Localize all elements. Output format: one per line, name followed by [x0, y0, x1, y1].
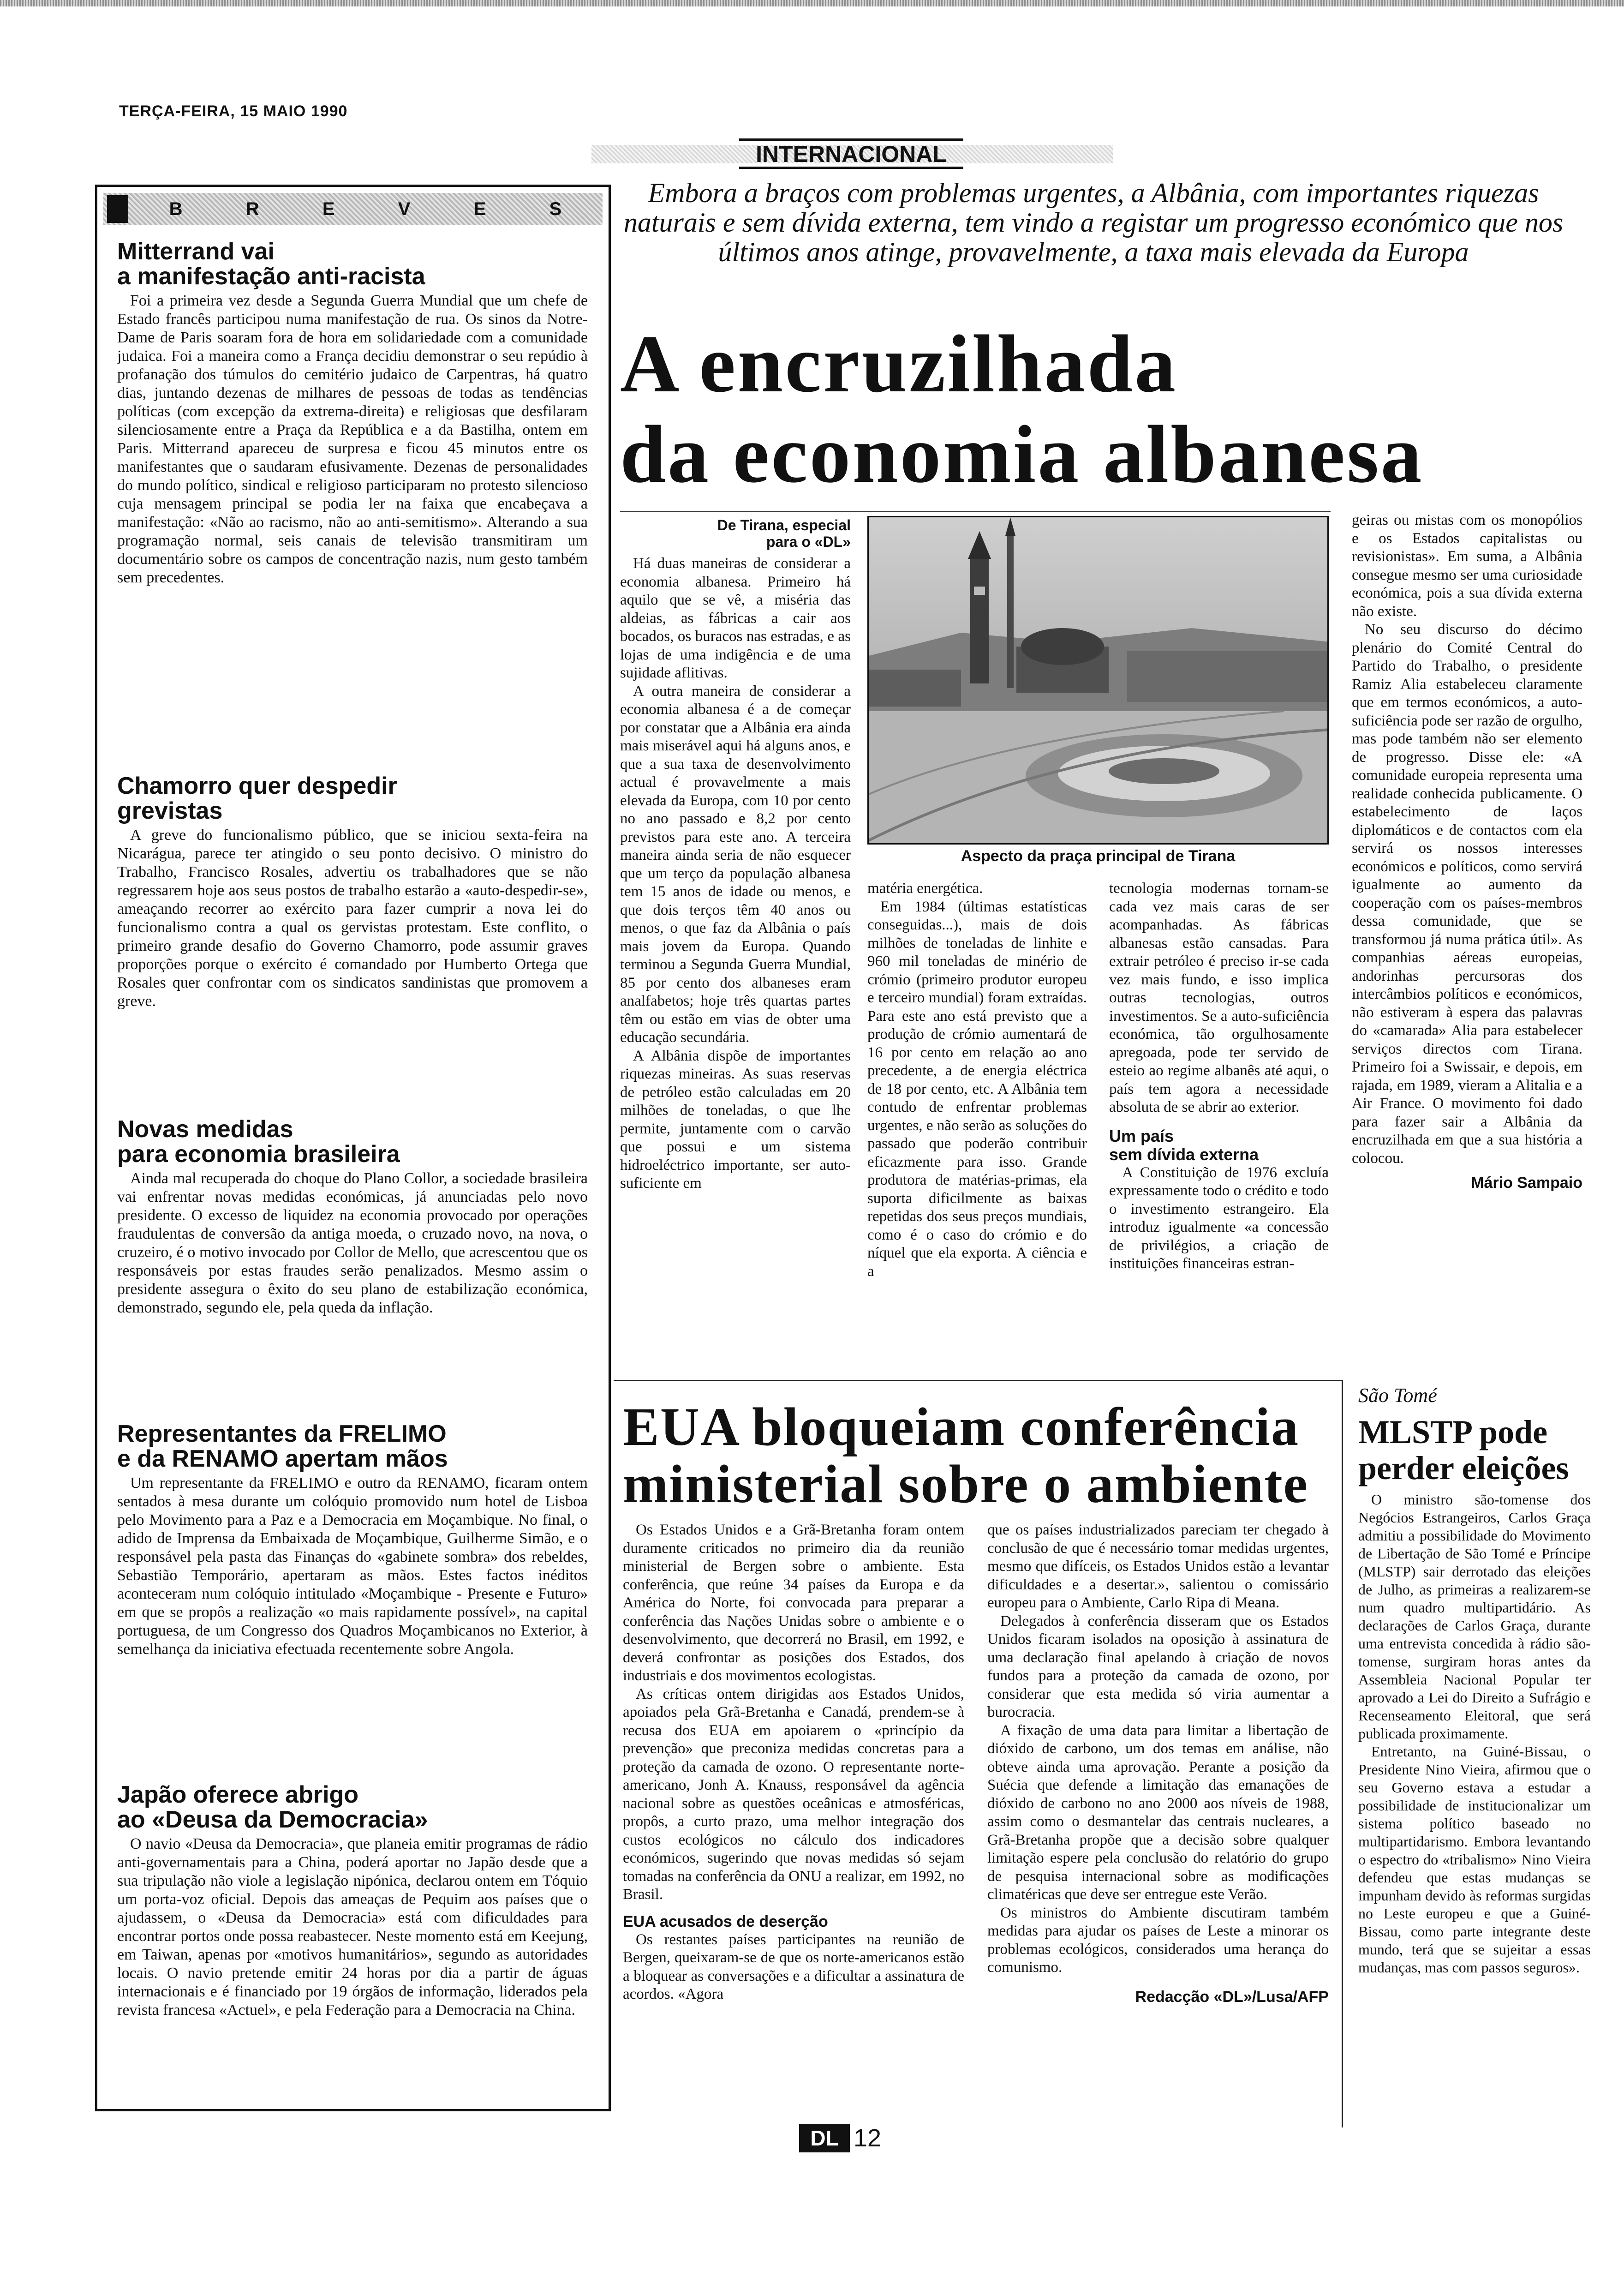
- stp-body: O ministro são-tomense dos Negócios Estrangeiros, Carlos Graça admitiu a possibilidade do Movimento de Libertação de São Tomé e Príncipe (MLSTP) sair derrotado das eleições de Julho, as primeiras a realizarem-se num quadro multipartidário. As declarações de Carlos Graça, durante uma entrevista concedida à rádio são-tomense, surgiram horas antes da Assembleia Nacional Popular ter aprovado a Lei do Direito a Sufrágio e Recenseamento Eleitoral, que será publicada proximamente. Entretanto, na Guiné-Bissau, o Presidente Nino Vieira, afirmou que o seu Governo estava a estudar a possibilidade de institucionalizar um sistema político baseado no multipartidarismo. Embora levantando o espectro do «tribalismo» Nino Vieira defendeu que estas mudanças se impunham devido às reformas surgidas no Leste europeu e que a Guiné-Bissau, como parte integrante deste mundo, terá que se sujeitar a essas mudanças, mas com passos seguros».: [1358, 1491, 1591, 1976]
- stp-headline: MLSTP pode perder eleições: [1358, 1414, 1569, 1486]
- albania-column-4: [1352, 511, 1582, 1192]
- eua-body: Os restantes países participantes na reunião de Bergen, queixaram-se de que os norte-americanos estão a bloquear as conversações e a dificultar a assinatura de acordos. «Agora: [623, 1931, 964, 2002]
- breves-letter: B: [169, 198, 183, 219]
- albania-body: geiras ou mistas com os monopólios e os Estados capitalistas ou revisionistas». Em suma, a Albânia consegue mesmo ser uma curiosidade económica, pois a sua dívida externa não existe. No seu discurso do décimo plenário do Comité Central do Partido do Trabalho, o presidente Ramiz Alia estabeleceu claramente que em termos económicos, a auto-suficiência pode ser razão de orgulho, mas pode também não ser elemento de progresso. Disse ele: «A comunidade europeia representa uma realidade conhecida publicamente. O estabelecimento de laços diplomáticos e de contactos com ela servirá os nossos interesses económicos e políticos, como servirá igualmente ao aumento da cooperação com os países-membros dessa comunidade, que se transformou já numa prática útil». As companhias aéreas europeias, andorinhas percursoras dos intercâmbios políticos e económicos, não estiveram à espera das palavras do «camarada» Alia para estabelecer serviços directos com Tirana. Primeiro foi a Swissair, e depois, em rajada, em 1989, vieram a Alitalia e a Air France. O movimento foi dado para fazer sair a Albânia da encruzilhada em que a sua história a colocou.: [1352, 512, 1582, 1167]
- breves-letter: E: [473, 198, 486, 219]
- eua-signature: Redacção «DL»/Lusa/AFP: [1135, 1988, 1329, 2006]
- breves-letter: R: [245, 198, 259, 219]
- brief-title: Novas medidas para economia brasileira: [117, 1116, 400, 1168]
- albania-lead: Embora a braços com problemas urgentes, a Albânia, com importantes riquezas naturais e sem dívida externa, tem vindo a registar um progresso económico que nos últimos anos atinge, provavelmente, a taxa mais elevada da Europa: [623, 178, 1564, 267]
- tirana-square-image: [869, 517, 1329, 845]
- albania-body: A Constituição de 1976 excluía expressamente todo o crédito e todo o investimento estrangeiro. Ela introduz igualmente «a concessão de privilégios, a criação de instituições financeiras estran-: [1109, 1164, 1329, 1272]
- brief-body: O navio «Deusa da Democracia», que planeia emitir programas de rádio anti-governamentais para a China, poderá aportar no Japão desde que a sua tripulação não viole a legislação nipónica, declarou ontem em Tóquio um porta-voz oficial. Depois das ameaças de Pequim aos países que o ajudassem, o «Deusa da Democracia» está com dificuldades para encontrar portos onde possa reabastecer. Neste momento está em Keejung, em Taiwan, apenas por «motivos humanitários», segundo as autoridades locais. O navio pretende emitir 24 horas por dia a partir de águas internacionais e é financiado por 19 órgãos de informação, liderados pela revista francesa «Actuel», e pela Federação para a Democracia na China.: [117, 1835, 588, 2019]
- brief-title: Mitterrand vai a manifestação anti-racista: [117, 238, 425, 290]
- albania-column-2: [867, 880, 1087, 1281]
- albania-headline: A encruzilhada da economia albanesa: [620, 318, 1424, 500]
- albania-subhead: Um país sem dívida externa: [1109, 1126, 1259, 1164]
- eua-column-2: [987, 1521, 1329, 2006]
- newspaper-logo: DL: [799, 2124, 850, 2152]
- breves-letter: S: [549, 198, 562, 219]
- brief-body: Um representante da FRELIMO e outro da RENAMO, ficaram ontem sentados à mesa durante um colóquio promovido num hotel de Lisboa pelo Movimento para a Paz e a Democracia em Moçambique. No final, o adido de Imprensa da Embaixada de Moçambique, Guilherme Simão, e o responsável pela pasta das Finanças do «gabinete sombra» dos rebeldes, Sebastião Temporário, apertaram as mãos. Estes factos inéditos aconteceram num colóquio intitulado «Moçambique - Presente e Futuro» em que se propôs a realização «o mais rapidamente possível», na capital portuguesa, de um Congresso dos Quadros Moçambicanos no Exterior, à semelhança da iniciativa efectuada recentemente sobre Angola.: [117, 1474, 588, 1658]
- page-dateline: TERÇA-FEIRA, 15 MAIO 1990: [119, 102, 348, 120]
- brief-chamorro: [117, 773, 588, 1011]
- albania-body: Há duas maneiras de considerar a economia albanesa. Primeiro há aquilo que se vê, a miséria das aldeias, as fábricas a cair aos bocados, os buracos nas estradas, e as lojas de uma indigência e de uma sujidade aflitivas. A outra maneira de considerar a economia albanesa é a de começar por constatar que a Albânia era ainda mais miserável aqui há alguns anos, e que a sua taxa de desenvolvimento actual é provavelmente a mais elevada da Europa, com 10 por cento no ano passado e 8,2 por cento previstos para este ano. A terceira maneira ainda seria de não esquecer que um terço da população albanesa tem 15 anos de idade ou menos, e que dois terços têm 40 anos ou menos, o que faz da Albânia o país mais jovem da Europa. Quando terminou a Segunda Guerra Mundial, 85 por cento dos albaneses eram analfabetos; hoje três quartas partes têm ou estão em vias de obter uma educação secundária. A Albânia dispõe de importantes riquezas mineiras. As suas reservas de petróleo estão calculadas em 20 milhões de toneladas, o que lhe permite, juntamente com o carvão que possui e um sistema hidroeléctrico importante, ser auto-suficiente em: [620, 555, 851, 1192]
- section-divider: [614, 1380, 1342, 1381]
- brief-title: Representantes da FRELIMO e da RENAMO apertam mãos: [117, 1420, 448, 1472]
- eua-column-1: [623, 1521, 964, 2004]
- brief-body: A greve do funcionalismo público, que se iniciou sexta-feira na Nicarágua, parece ter atingido o seu ponto decisivo. O ministro do Trabalho, Francisco Rosales, advertiu os trabalhadores que se não regressarem hoje aos seus postos de trabalho estarão a «auto-despedir-se», ameaçando recorrer ao exército para fazer cumprir a nova lei do funcionalismo contra a qual os gervistas protestam. Este conflito, o primeiro grande desafio do Governo Chamorro, pode assumir graves proporções porque o exército é comandado por Humberto Ortega que Rosales quer confrontar com os sindicatos sandinistas que promovem a greve.: [117, 827, 588, 1010]
- brief-body: Foi a primeira vez desde a Segunda Guerra Mundial que um chefe de Estado francês participou numa manifestação de rua. Os sinos da Notre-Dame de Paris soaram fora de hora em solidariedade com a comunidade judaica. Foi a maneira como a França decidiu demonstrar o seu repúdio à profanação dos túmulos do cemitério judaico de Carpentras, há quatro dias, juntando dezenas de milhares de pessoas de todas as tendências políticas (com excepção da extrema-direita) e religiosas que desfilaram silenciosamente entre a Praça da República e a da Bastilha, ontem em Paris. Mitterrand apareceu de surpresa e ficou 45 minutos entre os manifestantes que o saudaram efusivamente. Dezenas de personalidades do mundo político, sindical e religioso participaram no protesto silencioso cuja mensagem principal se podia ler na faixa que encabeçava a manifestação: «Não ao racismo, não ao anti-semitismo». Alterando a sua programação normal, seis canais de televisão transmitiram um documentário sobre os campos de concentração nazis, num gesto também sem precedentes.: [117, 292, 588, 586]
- breves-header-bar: [103, 193, 603, 225]
- eua-body: que os países industrializados pareciam ter chegado à conclusão de que é necessário tomar medidas urgentes, mesmo que difíceis, os Estados Unidos estão a levantar dificuldades e a desertar.», salientou o comissário europeu para o Ambiente, Carlo Ripa di Meana. Delegados à conferência disseram que os Estados Unidos ficaram isolados na oposição à assinatura de uma declaração final apelando à criação de novos fundos para a proteção da camada de ozono, por considerar que esta medida só viria aumentar a burocracia. A fixação de uma data para limitar a libertação de dióxido de carbono, um dos temas em análise, não obteve ainda uma aprovação. Perante a posição da Suécia que defende a limitação das emanações de dióxido de carbono no ano 2000 aos níveis de 1988, assim como o desmantelar das centrais nucleares, a Grã-Bretanha propõe que a decisão sobre qualquer limitação espere pela conclusão do relatório do grupo de pesquisa internacional sobre as modificações climatéricas que deve ser entregue este Verão. Os ministros do Ambiente discutiram também medidas para ajudar os países de Leste a minorar os problemas ecológicos, considerados uma herança do comunismo.: [987, 1522, 1329, 1976]
- breves-title: [128, 199, 603, 220]
- stp-kicker: São Tomé: [1358, 1384, 1437, 1407]
- albania-body: matéria energética. Em 1984 (últimas estatísticas conseguidas...), mais de dois milhões de toneladas de linhite e 960 mil toneladas de minério de crómio (primeiro produtor europeu e terceiro mundial) foram extraídas. Para este ano está previsto que a produção de crómio aumentará de 16 por cento em relação ao ano precedente, a de energia eléctrica de 18 por cento, etc. A Albânia tem contudo de enfrentar problemas urgentes, e não serão as soluções do passado que poderão contribuir eficazmente para isso. Grande produtora de matérias-primas, ela suporta dificilmente as baixas repetidas dos seus preços mundiais, como é o caso do crómio e do níquel que ela exporta. A ciência e a: [867, 880, 1087, 1280]
- breves-letter: V: [398, 198, 411, 219]
- albania-column-1: [620, 517, 851, 1193]
- brief-brasil: [117, 1117, 588, 1317]
- eua-headline: EUA bloqueiam conferência ministerial sobre o ambiente: [623, 1396, 1309, 1514]
- stp-column: [1358, 1491, 1591, 1977]
- albania-byline: De Tirana, especial para o «DL»: [717, 517, 851, 550]
- albania-column-3: [1109, 880, 1329, 1273]
- albania-signature: Mário Sampaio: [1471, 1174, 1582, 1192]
- brief-title: Japão oferece abrigo ao «Deusa da Democracia»: [117, 1781, 428, 1833]
- headline-underline: [620, 511, 1331, 512]
- breves-square-icon: [107, 195, 128, 223]
- column-divider: [1342, 1380, 1343, 2127]
- section-label: INTERNACIONAL: [739, 138, 963, 169]
- brief-title: Chamorro quer despedir grevistas: [117, 773, 397, 824]
- tirana-square-photo: [867, 516, 1329, 845]
- brief-frelimo: [117, 1421, 588, 1659]
- eua-body: Os Estados Unidos e a Grã-Bretanha foram ontem duramente criticados no primeiro dia da reunião ministerial de Bergen sobre o ambiente. Esta conferência, que reúne 34 países da Europa e da América do Norte, foi convocada para preparar a conferência das Nações Unidas sobre o ambiente e o desenvolvimento, que decorrerá no Brasil, em 1992, e deverá confrontar as posições dos Estados, dos industriais e dos movimentos ecologistas. As críticas ontem dirigidas aos Estados Unidos, apoiados pela Grã-Bretanha e Canadá, prendem-se à recusa dos EUA em apoiarem o «princípio da prevenção» que preconiza medidas concretas para a proteção da camada de ozono. O representante norte-americano, Jonh A. Knauss, responsável da agência nacional sobre as questões oceânicas e atmosféricas, propôs, a curto prazo, uma melhor integração dos custos ecológicos no cálculo dos indicadores económicos, sugerindo que novas medidas só sejam tomadas na conferência da ONU a realizar, em 1992, no Brasil.: [623, 1522, 964, 1903]
- albania-body: tecnologia modernas tornam-se cada vez mais caras de ser acompanhadas. As fábricas albanesas estão cansadas. Para extrair petróleo é preciso ir-se cada vez mais fundo, e isso implica outras tecnologias, outros investimentos. Se a auto-suficiência económica, tão orgulhosamente apregoada, pode ter servido de esteio ao regime albanês até aqui, o país tem agora a necessidade absoluta de se abrir ao exterior.: [1109, 880, 1329, 1115]
- page-number: 12: [854, 2124, 882, 2152]
- brief-body: Ainda mal recuperada do choque do Plano Collor, a sociedade brasileira vai enfrentar novas medidas económicas, já anunciadas pelo novo presidente. O excesso de liquidez na economia provocado por operações fraudulentas de conversão da antiga moeda, o cruzado novo, na nova, o cruzeiro, é o motivo invocado por Collor de Mello, que acrescentou que os responsáveis por estas fraudes serão penalizados. Mesmo assim o presidente assegura o êxito do seu plano de estabilização económica, demonstrado, segundo ele, pela queda da inflação.: [117, 1170, 588, 1316]
- photo-caption: Aspecto da praça principal de Tirana: [961, 847, 1236, 865]
- brief-mitterrand: [117, 239, 588, 587]
- brief-japao: [117, 1782, 588, 2019]
- breves-letter: E: [322, 198, 335, 219]
- eua-subhead: EUA acusados de deserção: [623, 1912, 828, 1930]
- page-top-edge: [0, 0, 1624, 6]
